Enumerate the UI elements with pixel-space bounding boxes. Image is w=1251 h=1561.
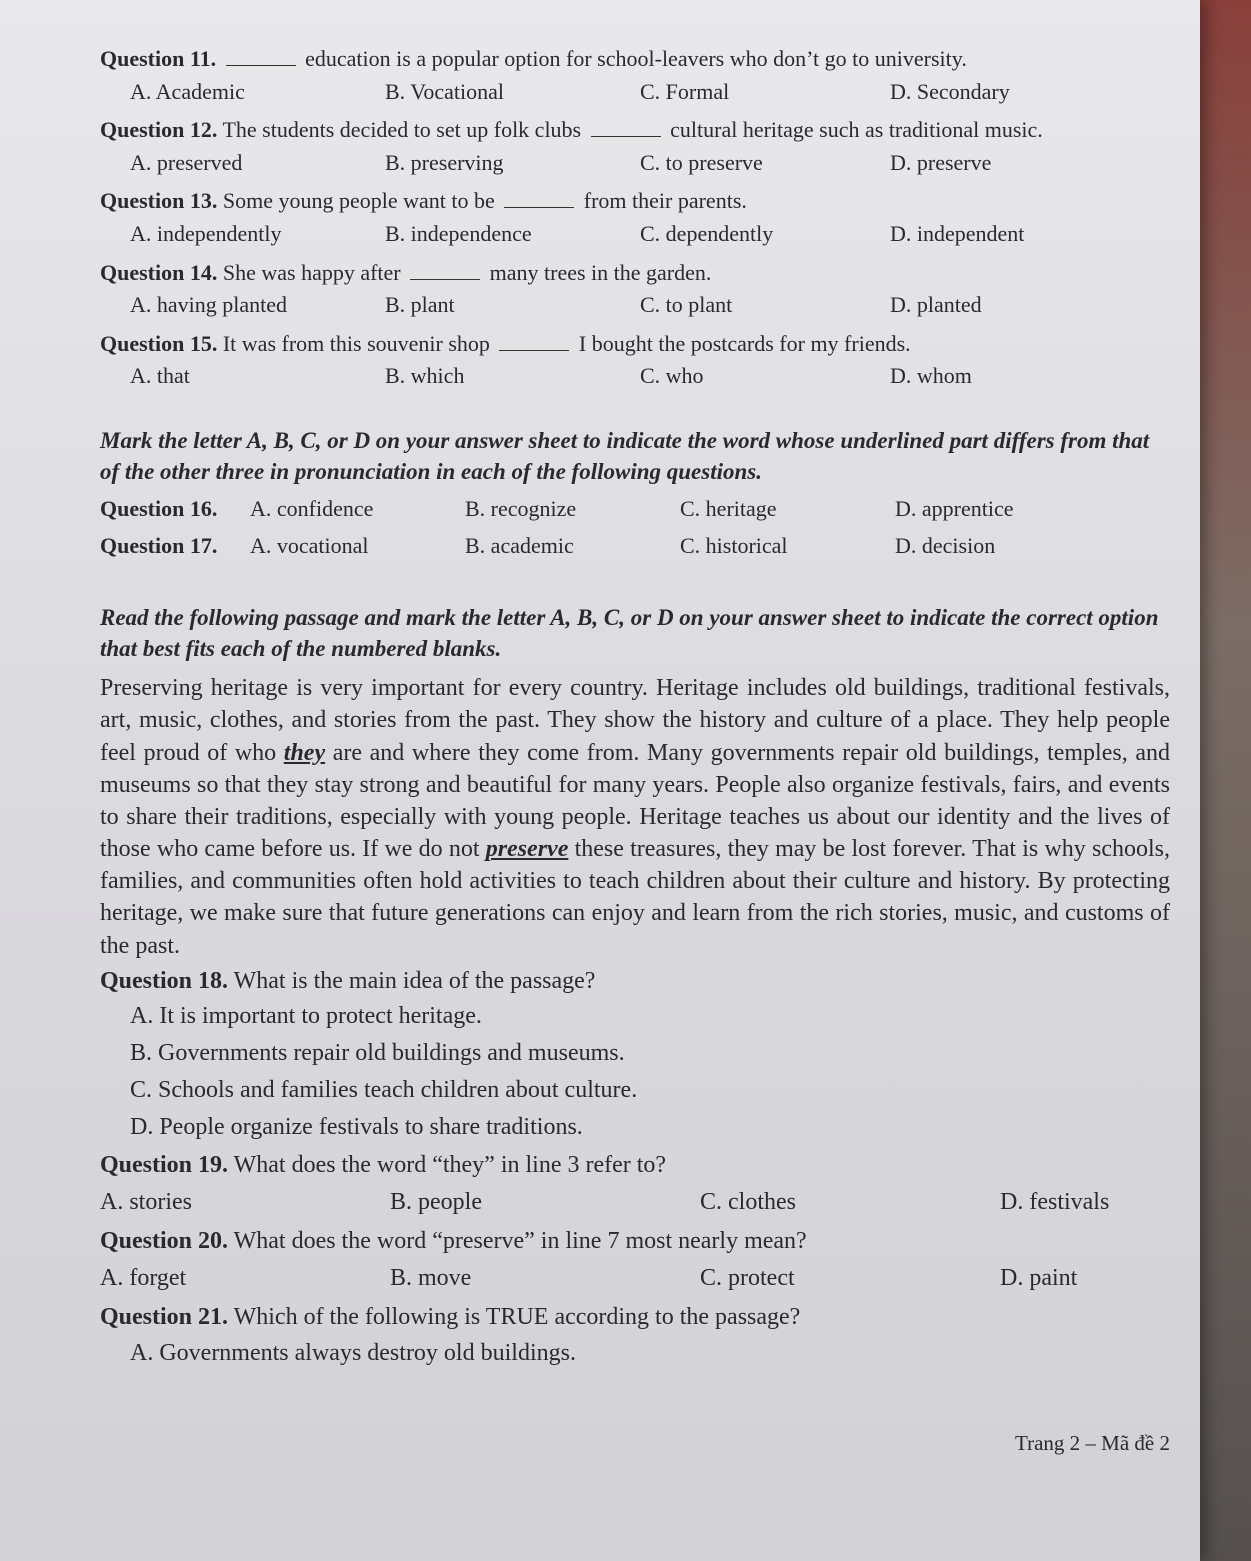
option-c: C. clothes xyxy=(700,1188,796,1215)
question-text-cont: many trees in the garden. xyxy=(489,259,712,285)
option-c: C. to plant xyxy=(640,292,733,318)
question-text-cont: I bought the postcards for my friends. xyxy=(578,330,911,356)
question-text: She was happy after xyxy=(222,259,401,285)
option-d: D. decision xyxy=(895,532,996,558)
options-12 xyxy=(130,149,1170,178)
option-a: A. preserved xyxy=(130,149,243,175)
option-b: B. academic xyxy=(465,532,574,558)
question-text-cont: from their parents. xyxy=(583,188,747,214)
exam-content xyxy=(100,45,1171,1455)
option-a: A. forget xyxy=(100,1265,187,1292)
option-c: C. Schools and families teach children about culture. xyxy=(130,1077,638,1104)
option-a: A. Academic xyxy=(130,78,245,104)
answer-blank xyxy=(499,350,569,351)
options-19 xyxy=(100,1187,1170,1218)
question-15 xyxy=(100,330,1170,359)
option-a: A. It is important to protect heritage. xyxy=(130,1002,482,1029)
question-20 xyxy=(100,1226,1170,1257)
question-21 xyxy=(100,1302,1170,1333)
question-number: Question 12. xyxy=(100,117,218,143)
question-18 xyxy=(100,966,1170,997)
option-a: A. that xyxy=(130,363,190,389)
option-d: D. preserve xyxy=(890,149,992,175)
options-20 xyxy=(100,1263,1170,1294)
option-d: D. apprentice xyxy=(895,496,1014,522)
reading-passage xyxy=(100,672,1170,961)
option-d: D. paint xyxy=(1000,1265,1078,1292)
option-b: B. move xyxy=(390,1265,472,1292)
option-b: B. Vocational xyxy=(385,78,504,104)
question-text: The students decided to set up folk clubs xyxy=(222,117,582,143)
question-16 xyxy=(100,495,1170,532)
option-c: C. to preserve xyxy=(640,149,763,175)
question-number: Question 11. xyxy=(100,46,217,71)
options-21 xyxy=(130,1338,1170,1369)
question-text: Which of the following is TRUE according to the passage? xyxy=(233,1304,801,1331)
option-c: C. Formal xyxy=(640,78,730,104)
question-text-cont: cultural heritage such as traditional music. xyxy=(670,117,1043,143)
underlined-word-they: they xyxy=(283,739,326,766)
option-b: B. people xyxy=(390,1188,482,1215)
option-b: B. which xyxy=(385,363,465,389)
pronunciation-instruction: Mark the letter A, B, C, or D on your answer sheet to indicate the word whose underlined part differs from that of the other three in pronunciation in each of the following questions. xyxy=(100,427,1150,484)
option-d: D. whom xyxy=(890,363,972,389)
option-d: D. People organize festivals to share traditions. xyxy=(130,1114,583,1141)
option-c: C. protect xyxy=(700,1265,795,1292)
option-b: B. independence xyxy=(385,220,532,246)
question-number: Question 20. xyxy=(100,1228,229,1255)
option-d: D. Secondary xyxy=(890,78,1010,104)
background-edge xyxy=(1200,0,1251,1561)
question-number: Question 13. xyxy=(100,188,218,214)
option-b: B. preserving xyxy=(385,149,504,175)
page-footer: Trang 2 – Mã đề 2 xyxy=(1015,1431,1170,1455)
question-17 xyxy=(100,532,1170,569)
question-text: What is the main idea of the passage? xyxy=(233,967,596,994)
question-number: Question 19. xyxy=(100,1151,229,1178)
question-number: Question 18. xyxy=(100,967,229,994)
question-11 xyxy=(100,45,1170,74)
option-c: C. historical xyxy=(680,532,788,558)
answer-blank xyxy=(504,207,574,208)
option-a: A. vocational xyxy=(250,532,369,558)
option-c: C. heritage xyxy=(680,496,777,522)
option-c: C. who xyxy=(640,363,704,389)
passage-text-end: these treasures, they may be lost forever. That is why schools, families, and communities often hold activities to teach children about their culture and history. By protecting heritage, we make sure that future generations can enjoy and learn from the rich stories, music, and customs of the past. xyxy=(100,836,1171,959)
question-number: Question 15. xyxy=(100,330,218,356)
options-17 xyxy=(250,532,1095,561)
question-number: Question 17. xyxy=(100,532,218,558)
question-number: Question 21. xyxy=(100,1304,229,1331)
option-d: D. independent xyxy=(890,220,1025,246)
options-18 xyxy=(130,1001,1170,1144)
option-d: D. planted xyxy=(890,292,982,318)
underlined-word-preserve: preserve xyxy=(485,836,569,863)
option-a: A. having planted xyxy=(130,292,288,318)
question-14 xyxy=(100,259,1170,288)
passage-text: Preserving heritage is very important for every country. Heritage includes old buildings, traditional festivals, art, music, clothes, and stories from the past. They show the history and culture of a place. They help people feel proud of who xyxy=(100,675,1170,766)
option-c: C. dependently xyxy=(640,220,774,246)
question-number: Question 16. xyxy=(100,496,218,522)
question-text: What does the word “preserve” in line 7 most nearly mean? xyxy=(233,1228,807,1255)
options-14 xyxy=(130,291,1170,320)
option-a: A. confidence xyxy=(250,496,374,522)
passage-instruction: Read the following passage and mark the letter A, B, C, or D on your answer sheet to indicate the correct option that best fits each of the numbered blanks. xyxy=(100,605,1159,662)
option-a: A. Governments always destroy old buildings. xyxy=(130,1339,576,1366)
options-13 xyxy=(130,220,1170,249)
question-number: Question 14. xyxy=(100,259,218,285)
question-12 xyxy=(100,116,1170,145)
option-b: B. Governments repair old buildings and museums. xyxy=(130,1040,625,1067)
options-16 xyxy=(250,495,1095,524)
passage-text-cont: are and where they come from. Many governments repair old buildings, temples, and museums so that they stay strong and beautiful for many years. People also organize festivals, fairs, and events to share their traditions, especially with young people. Heritage teaches us about our identity and the lives of those who came before us. If we do not xyxy=(100,739,1170,863)
question-13 xyxy=(100,187,1170,216)
option-b: B. plant xyxy=(385,292,455,318)
question-text: What does the word “they” in line 3 refer to? xyxy=(233,1151,667,1178)
option-b: B. recognize xyxy=(465,496,577,522)
option-a: A. independently xyxy=(130,220,282,246)
answer-blank xyxy=(226,65,296,66)
question-text: It was from this souvenir shop xyxy=(222,330,490,356)
question-text: education is a popular option for school-leavers who don’t go to university. xyxy=(305,46,967,71)
options-15 xyxy=(130,362,1170,391)
answer-blank xyxy=(591,136,661,137)
options-11 xyxy=(130,78,1170,107)
question-19 xyxy=(100,1150,1170,1181)
answer-blank xyxy=(410,279,480,280)
option-d: D. festivals xyxy=(1000,1188,1110,1215)
option-a: A. stories xyxy=(100,1188,192,1215)
question-text: Some young people want to be xyxy=(222,188,495,214)
